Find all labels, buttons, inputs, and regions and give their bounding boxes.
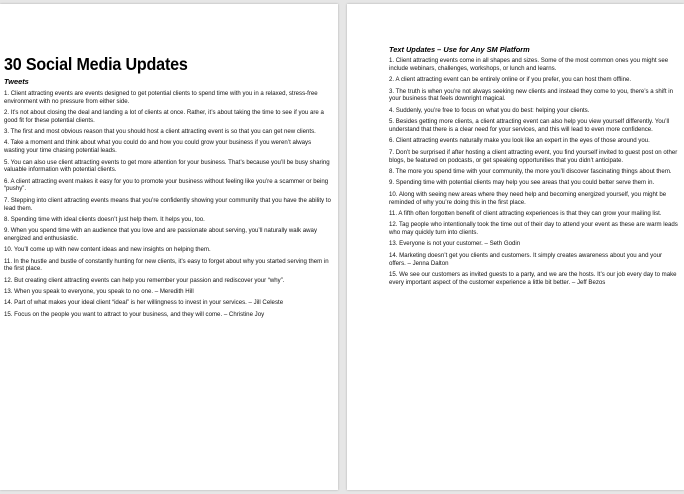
list-item: 3. The first and most obvious reason that you should host a client attracting event is so that you can get new clients. xyxy=(4,128,316,136)
list-item: 9. Spending time with potential clients may help you see areas that you could better serve them in. xyxy=(389,179,655,187)
list-item: 1. Client attracting events come in all shapes and sizes. Some of the most common ones you might see include webinars, challenges, workshops, or lunch and learns. xyxy=(389,57,669,72)
list-item: 2. It’s not about closing the deal and landing a lot of clients at once. Rather, it’s about taking the time to see if you are a good fit for these potential clients. xyxy=(4,109,324,124)
tweet-list xyxy=(4,90,332,318)
list-item: 12. But creating client attracting events can help you remember your passion and rediscover your “why”. xyxy=(4,276,285,284)
list-item: 3. The truth is when you’re not always seeking new clients and instead they come to you, there’s a shift in your business that feels downright magical. xyxy=(389,87,673,103)
list-item: 6. Client attracting events naturally make you look like an expert in the eyes of those around you. xyxy=(389,137,650,145)
list-item: 13. When you speak to everyone, you speak to no one. – Meredith Hill xyxy=(4,287,194,295)
list-item: 7. Don’t be surprised if after hosting a client attracting event, you find yourself invited to guest post on other blogs, be featured on podcasts, or get speaking opportunities that you didn’t anticipate. xyxy=(389,148,678,164)
list-item: 9. When you spend time with an audience that you love and are passionate about serving, you’ll naturally walk away energized and enthusiastic. xyxy=(4,227,317,242)
text-update-list xyxy=(389,57,678,287)
document-title: 30 Social Media Updates xyxy=(4,54,188,74)
list-item: 4. Suddenly, you’re free to focus on what you do best: helping your clients. xyxy=(389,106,590,114)
list-item: 15. We see our customers as invited guests to a party, and we are the hosts. It’s our job every day to make every important aspect of the customer experience a little bit better. – Jeff Bezos xyxy=(389,271,677,286)
document-page-right xyxy=(347,4,684,490)
list-item: 2. A client attracting event can be entirely online or if you prefer, you can host them offline. xyxy=(389,76,632,84)
list-item: 11. A fifth often forgotten benefit of client attracting experiences is that they can grow your mailing list. xyxy=(389,209,662,217)
list-item: 15. Focus on the people you want to attract to your business, and they will come. – Christine Joy xyxy=(4,310,265,318)
document-page-left xyxy=(0,4,338,490)
list-item: 7. Stepping into client attracting events means that you’re confidently showing your community that you have the ability to lead them. xyxy=(4,196,331,212)
list-item: 11. In the hustle and bustle of constantly hunting for new clients, it’s easy to forget about why you started serving them in the first place. xyxy=(4,257,329,273)
list-item: 10. Along with seeing new areas where they need help and becoming energized yourself, you might be reminded of why you’re doing this in the first place. xyxy=(389,190,667,206)
list-item: 8. The more you spend time with your community, the more you’ll discover fascinating things about them. xyxy=(389,167,672,175)
list-item: 8. Spending time with ideal clients doesn’t just help them. It helps you, too. xyxy=(4,215,205,223)
section-heading-tweets: Tweets xyxy=(4,77,29,86)
section-heading-text-updates: Text Updates – Use for Any SM Platform xyxy=(389,45,530,54)
list-item: 12. Tag people who intentionally took the time out of their day to attend your event as these are warm leads who may quickly turn into clients. xyxy=(389,221,678,237)
list-item: 5. You can also use client attracting events to get more attention for your business. That’s because you’ll be busy sharing valuable information with potential clients. xyxy=(4,158,330,174)
list-item: 4. Take a moment and think about what you could do and how you could grow your business if you weren’t always wasting your time chasing potential leads. xyxy=(4,139,312,155)
list-item: 5. Besides getting more clients, a client attracting event can also help you view yourself differently. You’ll understand that there is a clear need for your services, and this will lead to even more confidence. xyxy=(389,118,670,133)
list-item: 14. Part of what makes your ideal client “ideal” is her willingness to invest in your services. – Jill Celeste xyxy=(4,299,284,307)
list-item: 1. Client attracting events are events designed to get potential clients to spend time with you in a relaxed, stress-free environment with no pressure from either side. xyxy=(4,90,318,105)
list-item: 10. You’ll come up with new content ideas and new insights on helping them. xyxy=(4,246,211,254)
list-item: 6. A client attracting event makes it easy for you to promote your business without feeling like you’re a scammer or being “pushy”. xyxy=(4,177,329,193)
list-item: 13. Everyone is not your customer. – Seth Godin xyxy=(389,240,521,248)
list-item: 14. Marketing doesn’t get you clients and customers. It simply creates awareness about you and your offers. – Jenna Dalton xyxy=(389,251,663,267)
